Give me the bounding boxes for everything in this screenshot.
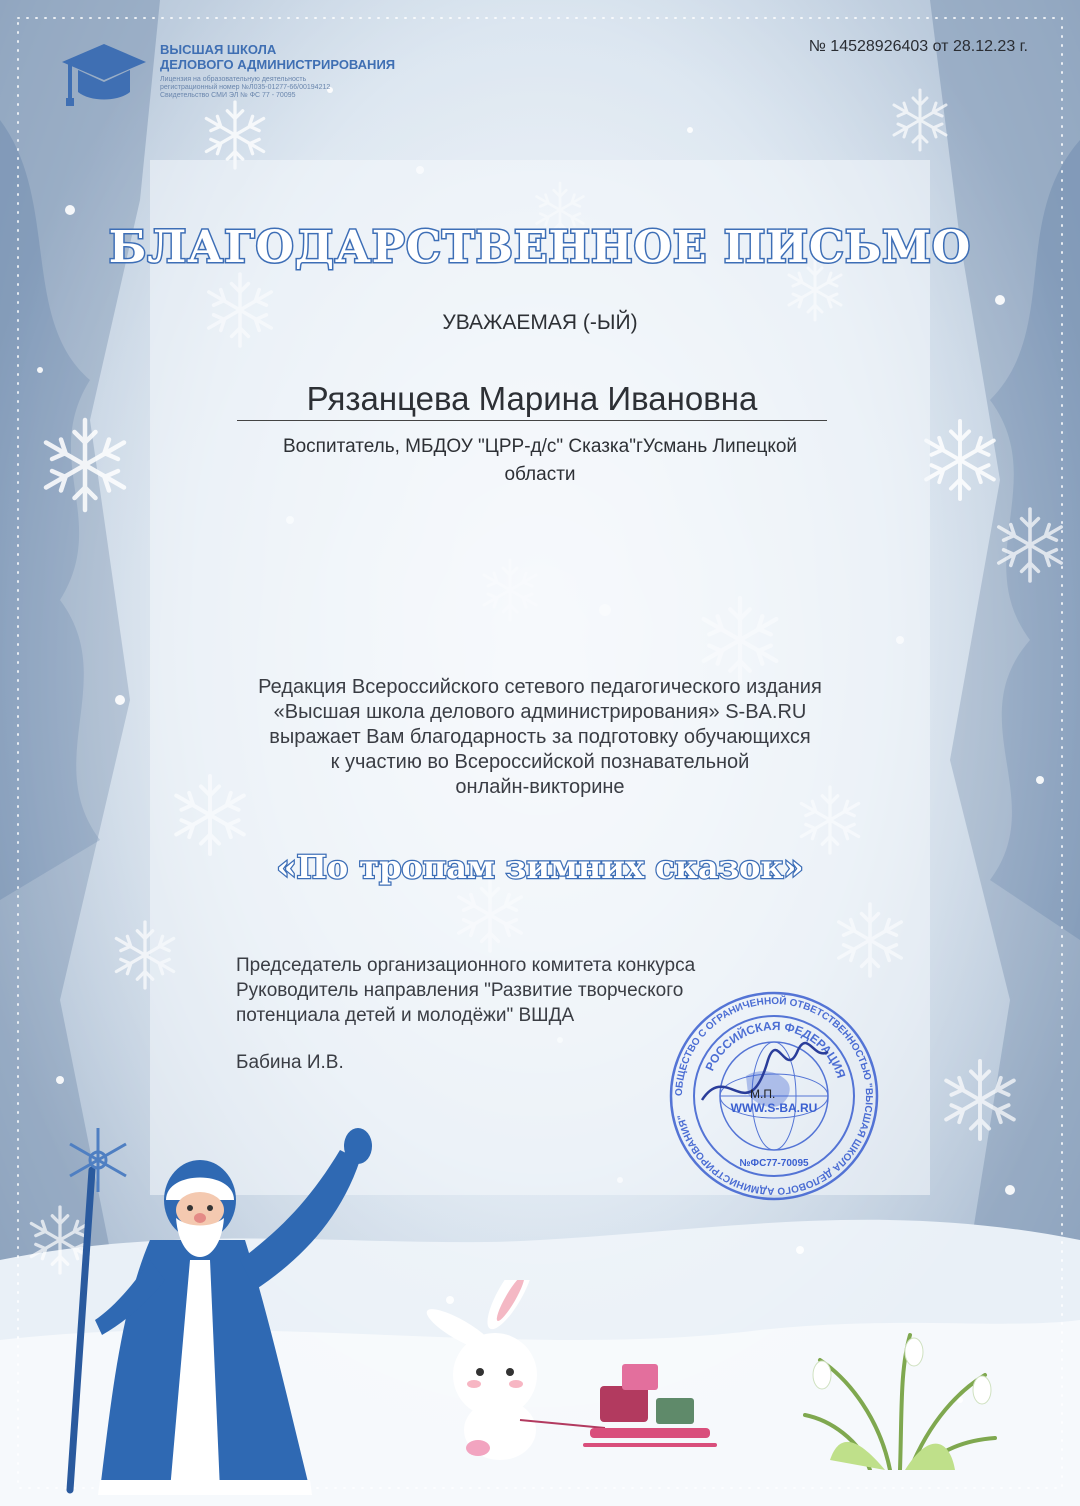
license-line2: регистрационный номер №Л035-01277-66/00194212 bbox=[160, 84, 331, 91]
stamp-mark: М.П. bbox=[750, 1087, 776, 1101]
bunny-sled-illustration bbox=[400, 1280, 720, 1475]
position-line2: области bbox=[504, 464, 576, 485]
event-title: «По тропам зимних сказок» bbox=[276, 848, 804, 886]
org-name bbox=[160, 42, 395, 72]
license-line3: Свидетельство СМИ ЭЛ № ФС 77 - 70095 bbox=[160, 92, 296, 99]
body-line: к участию во Всероссийской познавательной bbox=[330, 751, 750, 773]
seal-inner-text: РОССИЙСКАЯ ФЕДЕРАЦИЯ bbox=[702, 1018, 849, 1080]
signatory-line: Руководитель направления "Развитие творческого bbox=[236, 980, 684, 1001]
signatory-line: Председатель организационного комитета конкурса bbox=[236, 955, 696, 976]
seal-site: WWW.S-BA.RU bbox=[730, 1101, 818, 1115]
seal-outer-text: ОБЩЕСТВО С ОГРАНИЧЕННОЙ ОТВЕТСТВЕННОСТЬЮ "ВЫСШАЯ ШКОЛА ДЕЛОВОГО АДМИНИСТРИРОВАНИЯ" bbox=[673, 995, 875, 1197]
body-line: «Высшая школа делового администрирования» S-BA.RU bbox=[273, 701, 807, 723]
body-line: выражает Вам благодарность за подготовку обучающихся bbox=[269, 726, 811, 748]
license-info bbox=[160, 76, 400, 100]
body-line: онлайн-викторине bbox=[455, 776, 625, 798]
seal-reg: №ФС77-70095 bbox=[739, 1158, 809, 1169]
body-text bbox=[150, 675, 930, 800]
signatory-line: потенциала детей и молодёжи" ВШДА bbox=[236, 1005, 575, 1026]
signatory-title bbox=[236, 953, 695, 1028]
signatory-name: Бабина И.В. bbox=[236, 1052, 344, 1073]
certificate-title: БЛАГОДАРСТВЕННОЕ ПИСЬМО bbox=[108, 222, 972, 273]
recipient-name: Рязанцева Марина Ивановна bbox=[237, 380, 827, 421]
org-name-line2: ДЕЛОВОГО АДМИНИСТРИРОВАНИЯ bbox=[160, 57, 396, 72]
graduation-cap-icon bbox=[60, 40, 148, 110]
recipient-position bbox=[200, 433, 880, 489]
body-line: Редакция Всероссийского сетевого педагогического издания bbox=[258, 676, 822, 698]
position-line1: Воспитатель, МБДОУ "ЦРР-д/с" Сказка"гУсмань Липецкой bbox=[282, 436, 798, 457]
snowdrop-flowers-illustration bbox=[790, 1320, 1000, 1470]
salutation: УВАЖАЕМАЯ (-ЫЙ) bbox=[442, 311, 638, 334]
org-name-line1: ВЫСШАЯ ШКОЛА bbox=[160, 42, 277, 57]
license-line1: Лицензия на образовательную деятельность bbox=[160, 76, 307, 83]
document-number: № 14528926403 от 28.12.23 г. bbox=[808, 38, 1028, 55]
ded-moroz-illustration bbox=[40, 1110, 380, 1495]
